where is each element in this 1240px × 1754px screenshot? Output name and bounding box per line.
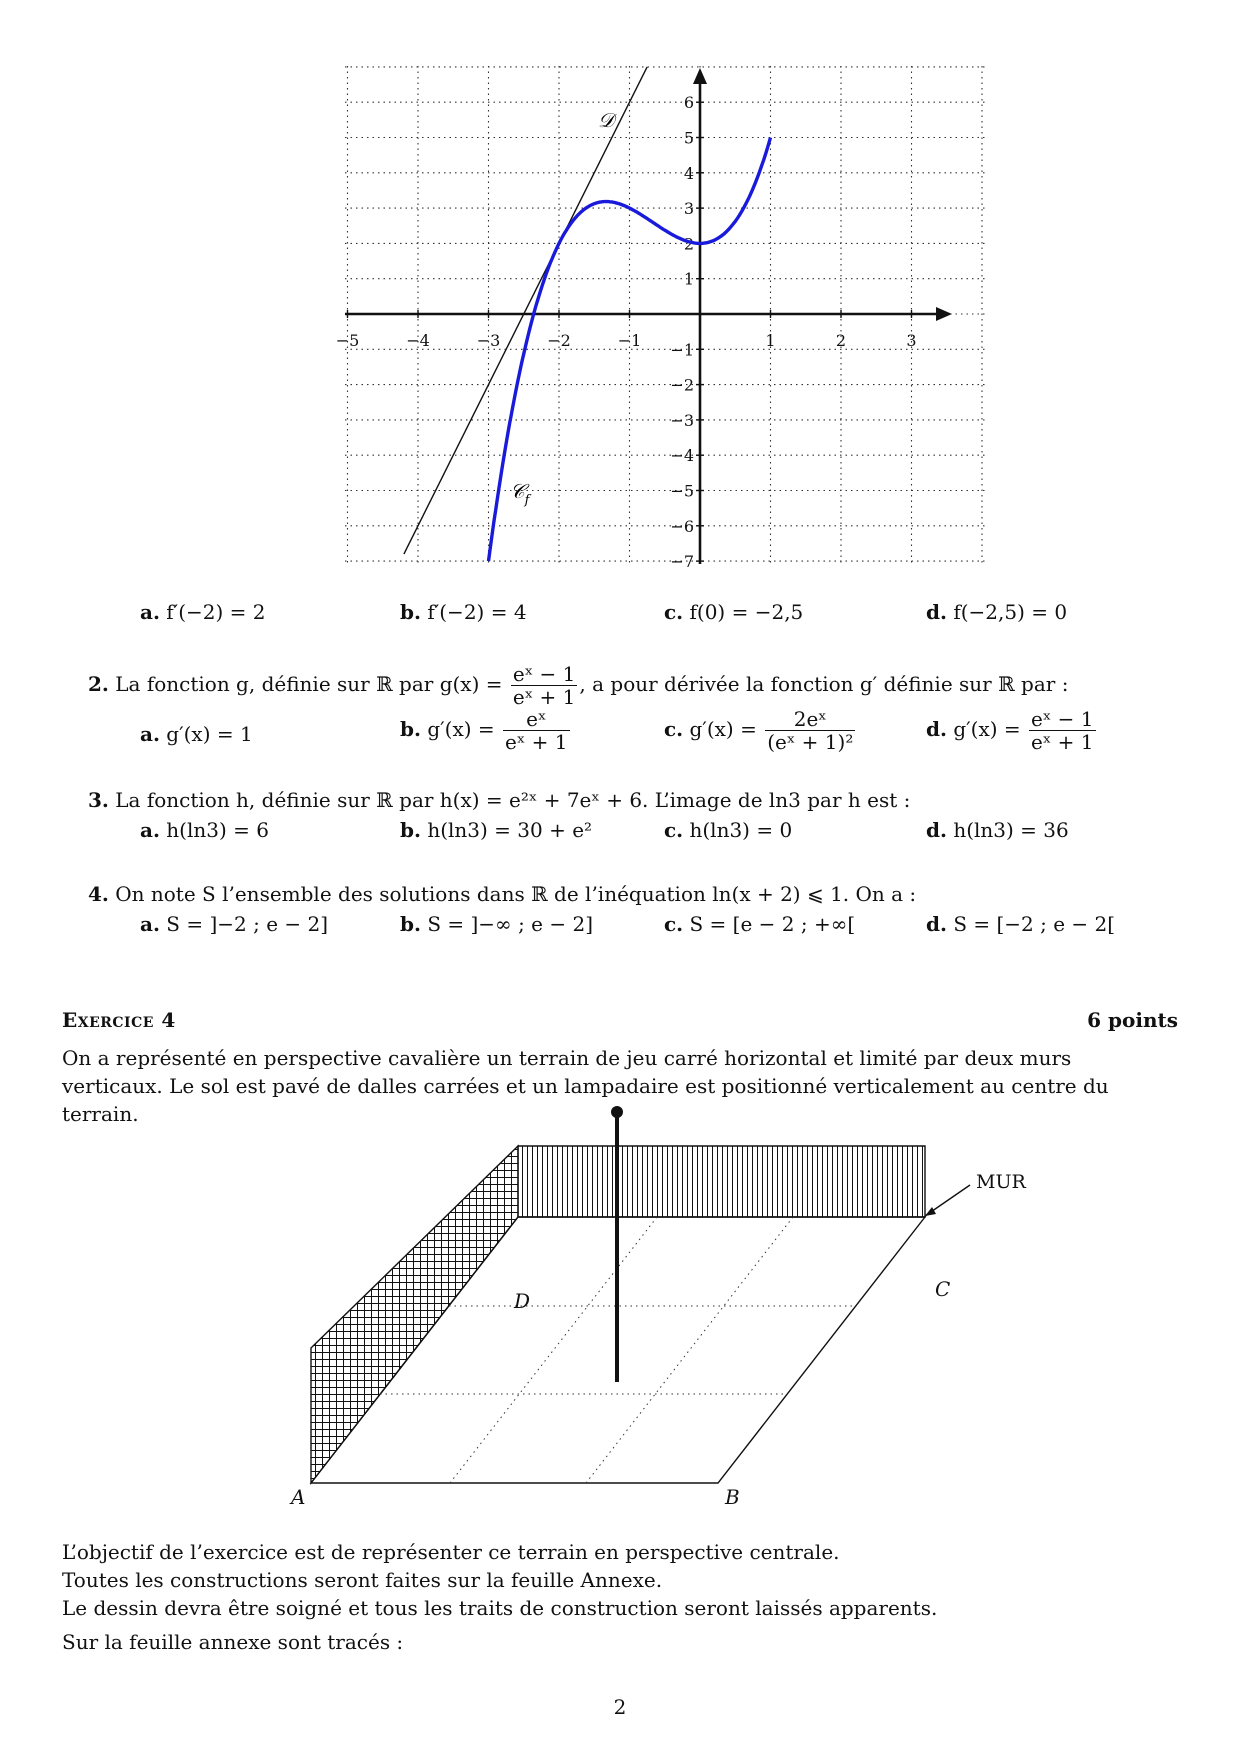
y-tick-label: −4: [670, 446, 694, 466]
exercise-intro: On a représenté en perspective cavalière un terrain de jeu carré horizontal et limité par deux murs verticaux. Le sol est pavé de dalles carrées et un lampadaire est positionné verticalement au centre du terrain.: [62, 1046, 1109, 1126]
q3-option-c: c. h(ln3) = 0: [664, 818, 793, 842]
q3-option-d: d. h(ln3) = 36: [926, 818, 1069, 842]
x-tick-label: −4: [406, 331, 430, 350]
q1-option-b: b. f′(−2) = 4: [400, 600, 527, 624]
q1-option-a: a. f′(−2) = 2: [140, 600, 266, 624]
tangent-line-D: [404, 67, 647, 554]
y-tick-label: 2: [683, 234, 694, 254]
q1-option-c: c. f(0) = −2,5: [664, 600, 804, 624]
y-tick-label: 3: [683, 199, 694, 219]
q4-statement: 4. On note S l’ensemble des solutions dans ℝ de l’inéquation ln(x + 2) ⩽ 1. On a :: [88, 882, 917, 906]
y-tick-label: −5: [670, 481, 694, 501]
objective-text: L’objectif de l’exercice est de représenter ce terrain en perspective centrale.: [62, 1540, 840, 1564]
function-graph: [0, 0, 1240, 580]
q2-option-a: a. g′(x) = 1: [140, 722, 253, 746]
exercise-title: Exercice 4: [62, 1008, 176, 1032]
q4-option-d: d. S = [−2 ; e − 2[: [926, 912, 1116, 936]
y-tick-label: −2: [670, 375, 694, 395]
vertex-b: B: [725, 1485, 740, 1509]
q3-statement: 3. La fonction h, définie sur ℝ par h(x) = e²ˣ + 7eˣ + 6. L’image de ln3 par h est :: [88, 788, 911, 812]
q4-option-b: b. S = ]−∞ ; e − 2]: [400, 912, 593, 936]
annex-text: Toutes les constructions seront faites sur la feuille Annexe.: [62, 1568, 663, 1592]
q2-option-b: b. g′(x) = $\frac{\text{eˣ}}{\text{eˣ + 1}}$: [400, 707, 568, 754]
x-tick-label: −1: [617, 331, 642, 350]
x-tick-labels: [336, 310, 917, 350]
q2-statement: 2. La fonction g, définie sur ℝ par g(x) = $\frac{\text{eˣ − 1}}{\text{eˣ + 1}}$ , a pour dérivée la fonction g′ définie sur ℝ par :: [88, 662, 1069, 709]
exercise-points: 6 points: [1087, 1008, 1178, 1032]
q2-option-c: c. g′(x) = $\frac{\text{2eˣ}}{\text{(eˣ + 1)²}}$: [664, 707, 854, 754]
x-tick-label: 2: [835, 331, 847, 350]
drawing-text: Le dessin devra être soigné et tous les traits de construction seront laissés apparents.: [62, 1596, 938, 1620]
vertex-c: C: [935, 1277, 951, 1301]
page-number: 2: [613, 1695, 627, 1719]
annex-list-intro: Sur la feuille annexe sont tracés :: [62, 1630, 404, 1654]
x-tick-label: −5: [335, 331, 360, 350]
mur-arrow: [925, 1185, 970, 1216]
y-tick-label: 5: [683, 128, 694, 148]
line-label-D: 𝒟: [598, 108, 614, 132]
q1-option-d: d. f(−2,5) = 0: [926, 600, 1068, 624]
y-tick-label: 4: [683, 163, 694, 183]
left-wall: [311, 1146, 518, 1483]
vertex-d: D: [514, 1289, 531, 1313]
x-tick-label: 3: [906, 331, 917, 350]
y-axis: [693, 68, 707, 564]
q3-option-b: b. h(ln3) = 30 + e²: [400, 818, 593, 842]
back-wall: [518, 1146, 925, 1217]
x-tick-label: 1: [765, 331, 776, 350]
y-tick-label: −7: [670, 552, 694, 572]
x-axis: [345, 307, 952, 321]
terrain-figure: [0, 1100, 1240, 1520]
curve-label-cf: 𝒞$_f$: [510, 479, 530, 508]
q3-option-a: a. h(ln3) = 6: [140, 818, 269, 842]
x-tick-label: −3: [476, 331, 501, 350]
y-tick-label: −3: [670, 410, 694, 430]
label-mur: MUR: [976, 1171, 1026, 1193]
y-tick-label: −6: [670, 516, 694, 536]
y-tick-label: 6: [683, 93, 694, 113]
q2-option-d: d. g′(x) = $\frac{\text{eˣ − 1}}{\text{eˣ + 1}}$: [926, 707, 1094, 754]
x-tick-label: −2: [547, 331, 571, 350]
q4-option-a: a. S = ]−2 ; e − 2]: [140, 912, 329, 936]
y-tick-label: −1: [670, 340, 694, 360]
q4-option-c: c. S = [e − 2 ; +∞[: [664, 912, 856, 936]
vertex-a: A: [291, 1485, 306, 1509]
y-tick-label: 1: [683, 269, 694, 289]
